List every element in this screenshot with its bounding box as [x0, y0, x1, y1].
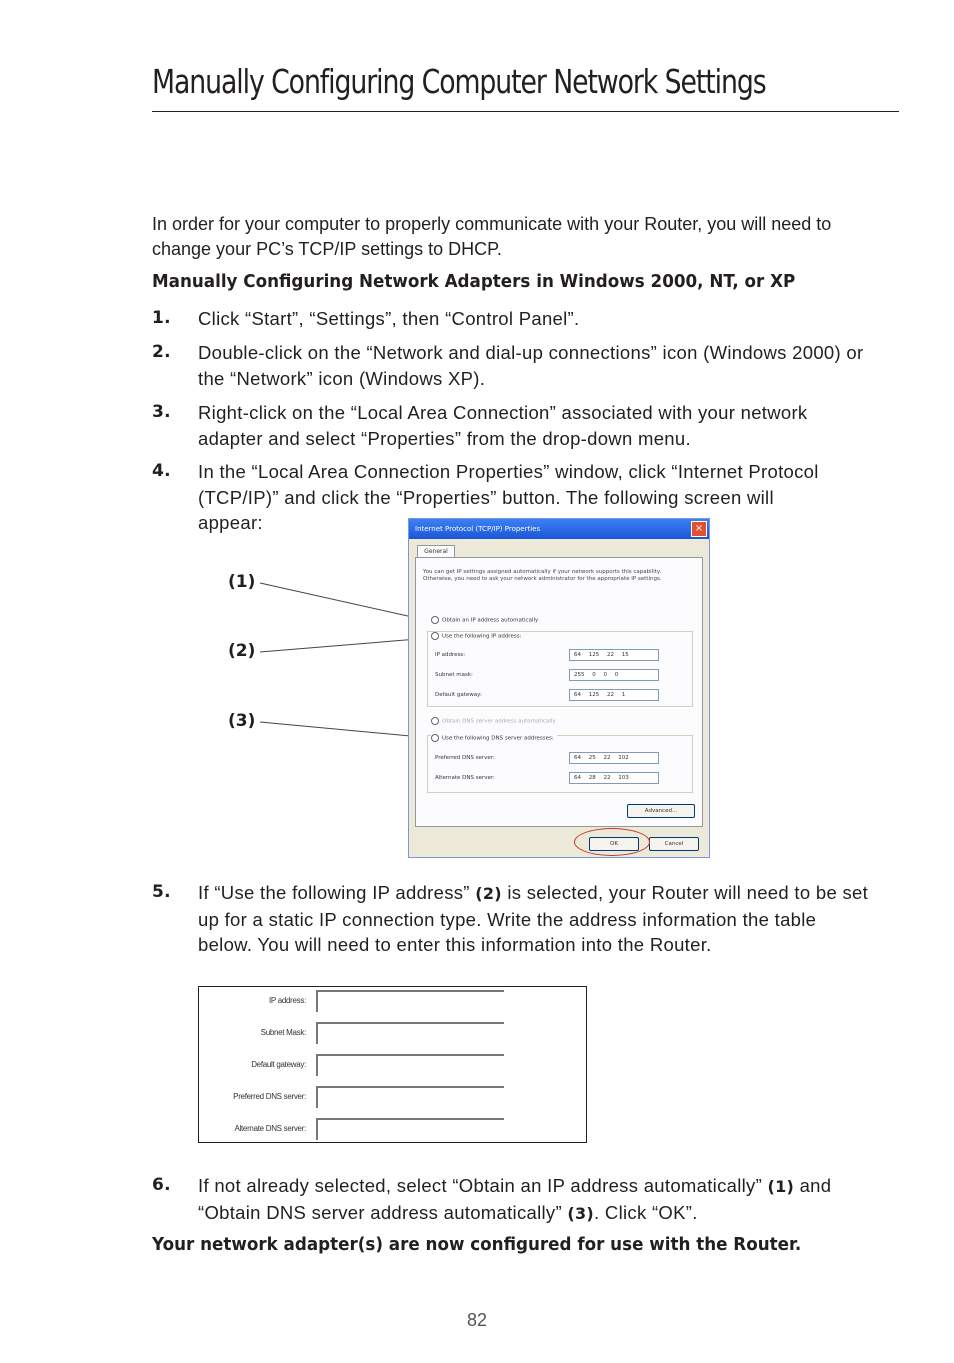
step-number: 4. [152, 461, 171, 481]
subnet-mask-blank[interactable] [316, 1022, 504, 1044]
radio-obtain-ip[interactable]: Obtain an IP address automatically [431, 616, 538, 624]
ok-button[interactable]: OK [589, 837, 639, 851]
radio-use-dns[interactable]: Use the following DNS server addresses: [431, 734, 557, 742]
page-title: Manually Configuring Computer Network Settings [152, 62, 766, 101]
step-number: 3. [152, 402, 171, 422]
subnet-mask-field[interactable]: 255 0 0 0 [569, 669, 659, 681]
step-number: 2. [152, 342, 171, 362]
step-text-mid: and “Obtain DNS server address automatically” [198, 1175, 832, 1223]
step-text [198, 1173, 872, 1226]
step-text [198, 880, 872, 958]
step-text: In the “Local Area Connection Properties” window, click “Internet Protocol (TCP/IP)” and click the “Properties” button. The following screen will appear: [198, 461, 819, 533]
section-subheading: Manually Configuring Network Adapters in Windows 2000, NT, or XP [152, 271, 796, 292]
step-2 [152, 340, 872, 391]
title-underline [152, 111, 899, 112]
address-fill-in-table [198, 986, 587, 1143]
dialog-title: Internet Protocol (TCP/IP) Properties [415, 525, 541, 533]
tab-general[interactable]: General [417, 545, 455, 558]
preferred-dns-field[interactable]: 64 25 22 102 [569, 752, 659, 764]
step-number: 1. [152, 308, 171, 328]
step-6 [152, 1173, 872, 1226]
preferred-dns-blank[interactable] [316, 1086, 504, 1108]
step-3 [152, 400, 872, 451]
alternate-dns-field[interactable]: 64 28 22 103 [569, 772, 659, 784]
step-text-pre: If not already selected, select “Obtain an IP address automatically” [198, 1175, 768, 1196]
step-text-pre: If “Use the following IP address” [198, 882, 476, 903]
callout-3: (3) [228, 711, 256, 731]
fill-row-gateway [199, 1054, 586, 1076]
fill-label: Default gateway: [251, 1060, 306, 1069]
default-gateway-field[interactable]: 64 125 22 1 [569, 689, 659, 701]
fill-label: Preferred DNS server: [233, 1092, 306, 1101]
preferred-dns-label: Preferred DNS server: [435, 755, 495, 761]
ok-highlight-ring [574, 828, 650, 856]
intro-paragraph: In order for your computer to properly communicate with your Router, you will need to change your PC’s TCP/IP settings to DHCP. [152, 214, 832, 259]
step-text: Double-click on the “Network and dial-up connections” icon (Windows 2000) or the “Network” icon (Windows XP). [198, 342, 864, 389]
ip-address-field[interactable]: 64 125 22 15 [569, 649, 659, 661]
radio-use-ip[interactable]: Use the following IP address: [431, 632, 524, 640]
final-note: Your network adapter(s) are now configured for use with the Router. [152, 1234, 802, 1255]
page-number: 82 [466, 1310, 488, 1330]
step-1 [152, 306, 872, 332]
default-gateway-blank[interactable] [316, 1054, 504, 1076]
step-callout-ref: (3) [567, 1203, 595, 1223]
step-5 [152, 880, 872, 958]
fill-row-alt-dns [199, 1118, 586, 1140]
step-callout-ref: (1) [767, 1177, 795, 1196]
fill-label: Alternate DNS server: [234, 1124, 306, 1133]
callout-2: (2) [228, 641, 256, 661]
ip-address-blank[interactable] [316, 990, 504, 1012]
fill-row-ip [199, 990, 586, 1012]
alternate-dns-label: Alternate DNS server: [435, 775, 495, 781]
step-number: 5. [152, 882, 171, 902]
cancel-button[interactable]: Cancel [649, 837, 699, 851]
step-text: Right-click on the “Local Area Connection” associated with your network adapter and select “Properties” from the drop-down menu. [198, 402, 808, 449]
close-icon[interactable]: × [691, 521, 707, 537]
subnet-mask-label: Subnet mask: [435, 672, 473, 678]
advanced-button[interactable]: Advanced... [627, 804, 695, 818]
fill-row-subnet [199, 1022, 586, 1044]
step-callout-ref: (2) [475, 884, 502, 903]
alternate-dns-blank[interactable] [316, 1118, 504, 1140]
default-gateway-label: Default gateway: [435, 692, 482, 698]
dialog-title-bar [409, 519, 709, 539]
fill-row-pref-dns [199, 1086, 586, 1108]
fill-label: IP address: [268, 996, 306, 1005]
step-text-post: is selected, your Router will need to be set up for a static IP connection type. Write the address information the table below. You will need to enter this information into the Router. [198, 882, 869, 955]
step-text: Click “Start”, “Settings”, then “Control Panel”. [198, 308, 580, 329]
radio-obtain-dns[interactable]: Obtain DNS server address automatically [431, 717, 556, 725]
ip-address-label: IP address: [435, 652, 466, 658]
tcpip-properties-dialog [408, 518, 710, 858]
step-number: 6. [152, 1175, 171, 1195]
dns-group-box [427, 735, 693, 793]
step-text-post: . Click “OK”. [594, 1201, 698, 1223]
dialog-description: You can get IP settings assigned automatically if your network supports this capability. Otherwise, you need to ask your network administrator for the appropriate IP settings. [423, 569, 662, 582]
callout-1: (1) [228, 572, 256, 592]
fill-label: Subnet Mask: [260, 1028, 306, 1037]
